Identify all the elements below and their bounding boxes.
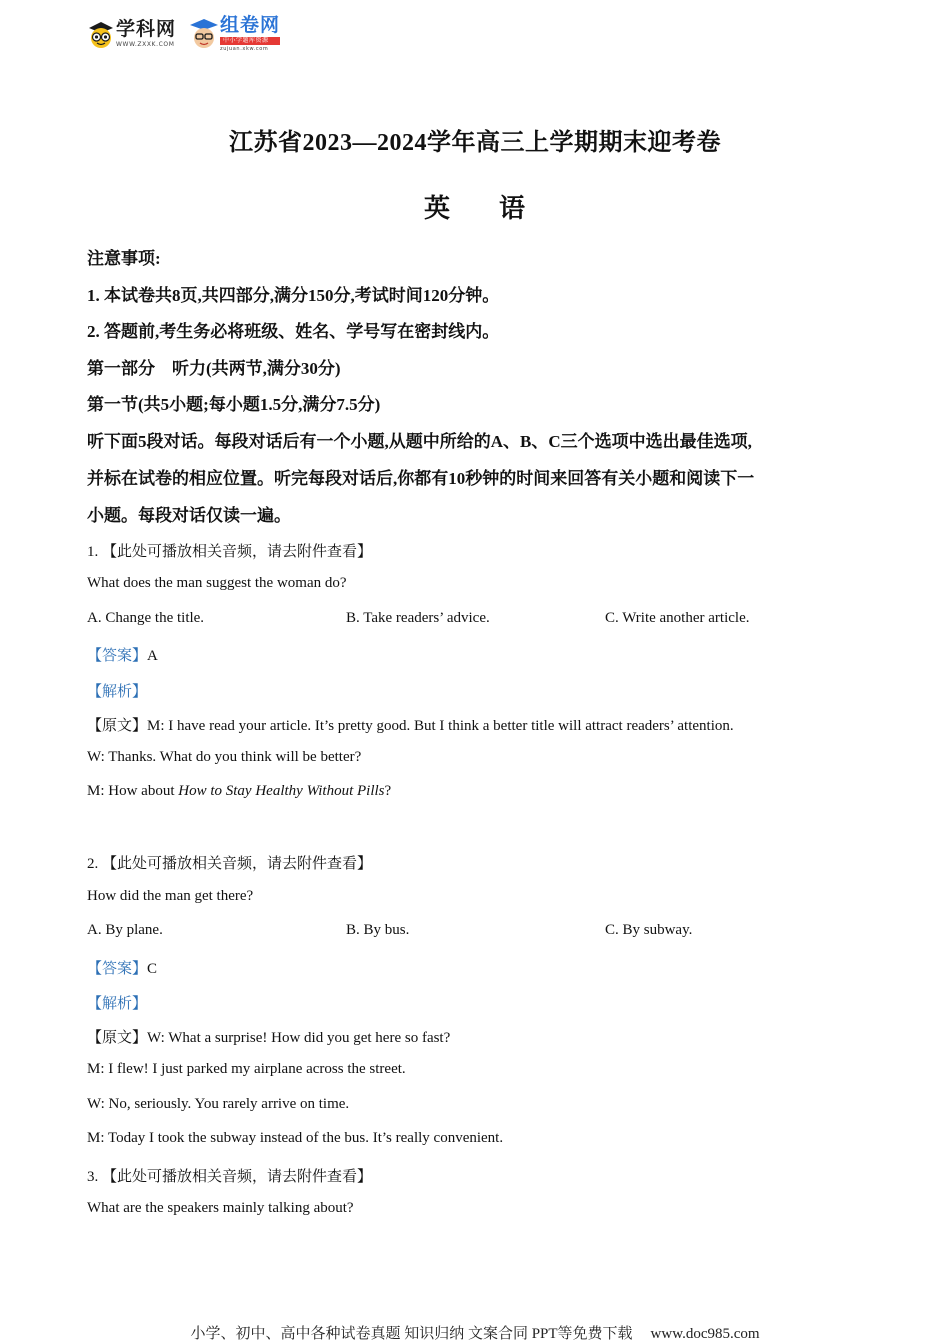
q1-transcript-3 bbox=[87, 783, 391, 800]
q1-option-c: C. Write another article. bbox=[605, 610, 750, 626]
q1-analysis-label: 【解析】 bbox=[87, 684, 148, 700]
answer-label: 【答案】 bbox=[87, 961, 148, 977]
header-logos bbox=[86, 14, 292, 54]
owl-mascot-icon bbox=[86, 19, 116, 49]
q2-transcript-1-text: W: What a surprise! How did you get here so fast? bbox=[147, 1030, 451, 1046]
q1-transcript-1 bbox=[87, 714, 734, 735]
q1-answer bbox=[87, 644, 158, 665]
zujuan-logo-text: 组卷网 bbox=[220, 14, 281, 36]
q1-transcript-3-c: ? bbox=[384, 783, 392, 799]
q2-audio-note: 2. 【此处可播放相关音频，请去附件查看】 bbox=[87, 856, 373, 872]
q2-transcript-3: W: No, seriously. You rarely arrive on time. bbox=[87, 1096, 350, 1112]
zujuan-ribbon: 中小学题库资源 bbox=[220, 37, 280, 45]
q1-transcript-2: W: Thanks. What do you think will be better? bbox=[87, 749, 362, 765]
q2-answer-value: C bbox=[147, 961, 158, 977]
original-label: 【原文】 bbox=[87, 1030, 148, 1046]
notice-item-1: 1. 本试卷共8页,共四部分,满分150分,考试时间120分钟。 bbox=[87, 286, 500, 305]
zujuan-logo[interactable] bbox=[188, 16, 280, 52]
part-heading: 第一部分 听力(共两节,满分30分) bbox=[87, 359, 341, 378]
zujuan-logo-url: zujuan.xkw.com bbox=[220, 46, 269, 52]
q1-transcript-1-text: M: I have read your article. It’s pretty good. But I think a better title will attract readers’ attention. bbox=[147, 718, 734, 734]
q3-audio-note: 3. 【此处可播放相关音频，请去附件查看】 bbox=[87, 1169, 373, 1185]
zxxk-logo-url: WWW.ZXXK.COM bbox=[116, 41, 175, 48]
subject-char-1: 英 bbox=[423, 194, 451, 223]
footer-url[interactable]: www.doc985.com bbox=[650, 1326, 760, 1342]
footer bbox=[0, 1322, 950, 1343]
q1-option-b: B. Take readers’ advice. bbox=[346, 610, 490, 626]
answer-label: 【答案】 bbox=[87, 648, 148, 664]
instructions-line-2: 并标在试卷的相应位置。听完每段对话后,你都有10秒钟的时间来回答有关小题和阅读下一 bbox=[87, 469, 755, 488]
q2-answer bbox=[87, 957, 157, 978]
q1-question: What does the man suggest the woman do? bbox=[87, 575, 347, 591]
instructions-line-3: 小题。每段对话仅读一遍。 bbox=[87, 506, 291, 525]
q2-option-b: B. By bus. bbox=[346, 922, 410, 938]
section-heading: 第一节(共5小题;每小题1.5分,满分7.5分) bbox=[87, 395, 381, 414]
q1-option-a: A. Change the title. bbox=[87, 610, 205, 626]
q2-transcript-1 bbox=[87, 1026, 450, 1047]
notice-heading: 注意事项: bbox=[87, 249, 161, 268]
boy-mascot-icon bbox=[188, 17, 220, 51]
q2-analysis-label: 【解析】 bbox=[87, 996, 148, 1012]
footer-text: 小学、初中、高中各种试卷真题 知识归纳 文案合同 PPT等免费下载 bbox=[190, 1326, 633, 1342]
q2-transcript-4: M: Today I took the subway instead of the bus. It’s really convenient. bbox=[87, 1130, 504, 1146]
q1-suggested-title: How to Stay Healthy Without Pills bbox=[178, 783, 385, 799]
zxxk-logo[interactable] bbox=[86, 19, 176, 49]
q2-transcript-2: M: I flew! I just parked my airplane across the street. bbox=[87, 1061, 406, 1077]
q1-audio-note: 1. 【此处可播放相关音频，请去附件查看】 bbox=[87, 544, 373, 560]
q2-option-a: A. By plane. bbox=[87, 922, 163, 938]
zxxk-logo-text: 学科网 bbox=[116, 18, 177, 40]
original-label: 【原文】 bbox=[87, 718, 148, 734]
q1-transcript-3-a: M: How about bbox=[87, 783, 179, 799]
q1-answer-value: A bbox=[147, 648, 158, 664]
exam-title: 江苏省2023—2024学年高三上学期期末迎考卷 bbox=[229, 130, 721, 156]
q2-question: How did the man get there? bbox=[87, 888, 254, 904]
q2-option-c: C. By subway. bbox=[605, 922, 693, 938]
notice-item-2: 2. 答题前,考生务必将班级、姓名、学号写在密封线内。 bbox=[87, 322, 500, 341]
subject-char-2: 语 bbox=[499, 194, 527, 223]
subject-title bbox=[0, 188, 950, 225]
instructions-line-1: 听下面5段对话。每段对话后有一个小题,从题中所给的A、B、C三个选项中选出最佳选项, bbox=[87, 432, 752, 451]
q3-question: What are the speakers mainly talking about? bbox=[87, 1200, 354, 1216]
